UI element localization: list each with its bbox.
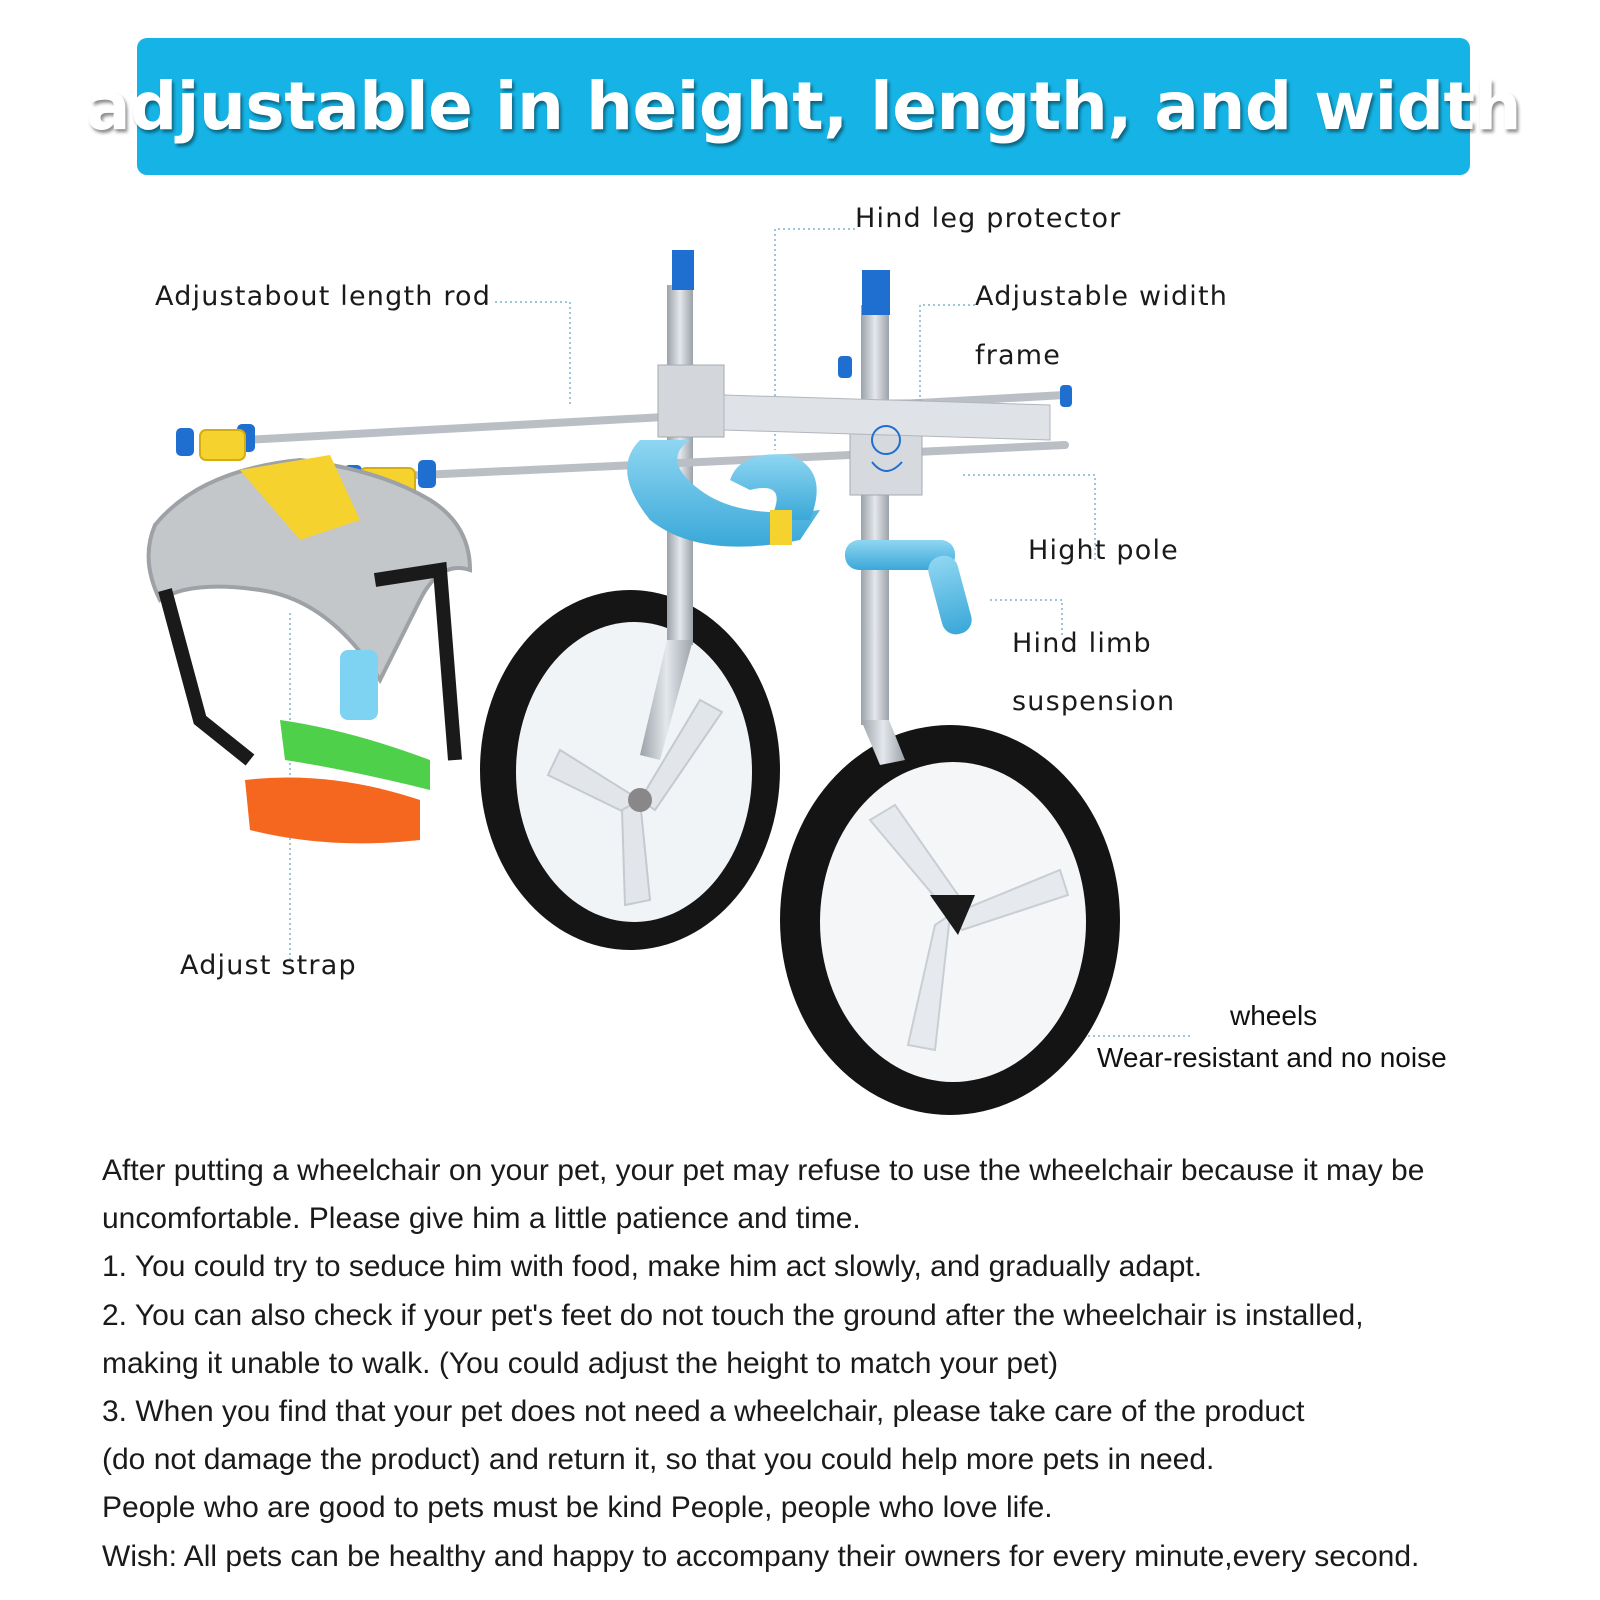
description-line: (do not damage the product) and return it, so that you could help more pets in need. — [102, 1443, 1215, 1477]
callout-height-pole: Hight pole — [1028, 535, 1179, 566]
title-banner — [86, 38, 1521, 175]
usage-description — [102, 1147, 1542, 1581]
dog-wheelchair-illustration — [0, 190, 1600, 1130]
hind-leg-protector — [627, 440, 820, 547]
callout-width-frame-line1: Adjustable widith — [975, 281, 1229, 312]
callout-hind-limb-line2: suspension — [1012, 686, 1176, 717]
harness-saddle — [149, 455, 470, 843]
callout-wheels-line2: Wear-resistant and no noise — [1097, 1042, 1447, 1073]
description-line: 3. When you find that your pet does not need a wheelchair, please take care of the product — [102, 1395, 1305, 1429]
description-line: People who are good to pets must be kind People, people who love life. — [102, 1491, 1053, 1525]
banner-title: adjustable in height, length, and width — [86, 68, 1521, 145]
callout-wheels-line1: wheels — [1230, 1000, 1318, 1031]
description-line: uncomfortable. Please give him a little patience and time. — [102, 1202, 861, 1236]
description-line: 1. You could try to seduce him with food, make him act slowly, and gradually adapt. — [102, 1250, 1203, 1284]
width-frame — [658, 365, 1050, 495]
description-line: making it unable to walk. (You could adjust the height to match your pet) — [102, 1346, 1059, 1380]
description-line: Wish: All pets can be healthy and happy to accompany their owners for every minute,every second. — [102, 1539, 1420, 1573]
left-wheel — [480, 590, 780, 950]
right-wheel — [780, 725, 1120, 1115]
callout-width-frame-line2: frame — [975, 340, 1062, 371]
description-line: 2. You can also check if your pet's feet do not touch the ground after the wheelchair is installed, — [102, 1298, 1364, 1332]
description-line: After putting a wheelchair on your pet, your pet may refuse to use the wheelchair because it may be — [102, 1154, 1425, 1187]
callout-hind-limb-line1: Hind limb — [1012, 628, 1152, 659]
callout-adjust-strap: Adjust strap — [180, 950, 357, 981]
callout-length-rod: Adjustabout length rod — [155, 281, 492, 312]
callout-hind-leg-protector: Hind leg protector — [855, 203, 1122, 234]
